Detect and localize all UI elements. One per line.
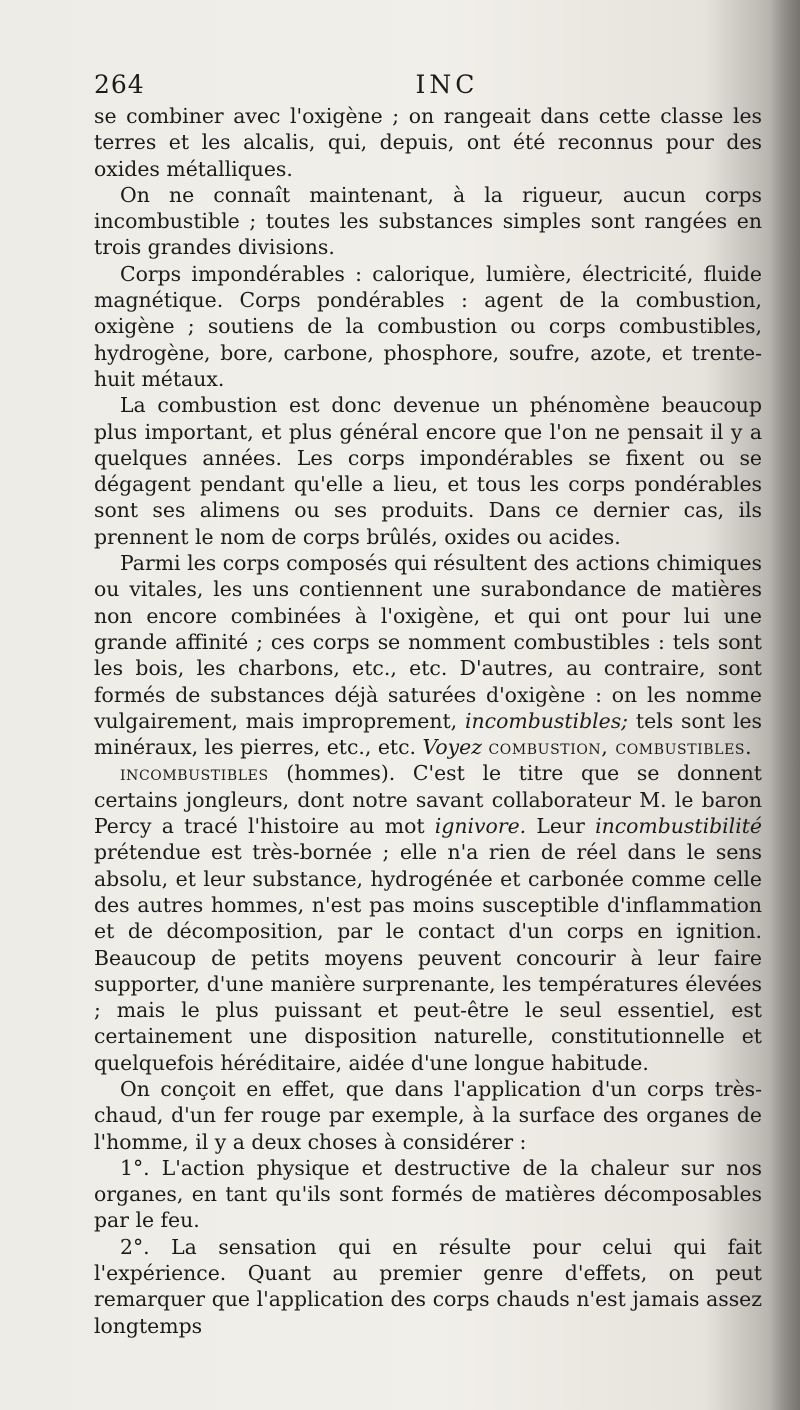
paragraph-corps-composes [94,550,762,760]
binding-shadow [770,0,800,1410]
text-run: Leur [526,814,596,839]
italic-term: incombustibles; [465,708,629,733]
cross-reference-target: combustion, combustibles. [488,735,753,760]
page-number: 264 [94,70,145,99]
paragraph-corps-imponderables: Corps impondérables : calorique, lumière, électricité, fluide magnétique. Corps pondérables : agent de la combustion, oxigène ; soutiens de la combustion ou corps combustibles, hydrogène, bore, carbone, phosphore, soufre, azote, et trente-huit métaux. [94,261,762,391]
paragraph-on-concoit: On conçoit en effet, que dans l'application d'un corps très-chaud, d'un fer rouge par exemple, à la surface des organes de l'homme, il y a deux choses à considérer : [94,1076,762,1154]
numbered-item-1: 1°. L'action physique et destructive de la chaleur sur nos organes, en tant qu'ils sont formés de matières décomposables par le feu. [94,1155,762,1233]
paragraph-incombustible: On ne connaît maintenant, à la rigueur, aucun corps incombustible ; toutes les substances simples sont rangées en trois grandes divisions. [94,182,762,260]
paragraph-continuation: se combiner avec l'oxigène ; on rangeait dans cette classe les terres et les alcalis, qui, depuis, ont été reconnus pour des oxides métalliques. [94,104,762,181]
italic-term: ignivore. [434,814,527,839]
running-head: INC [415,70,479,99]
cross-reference-voyez: Voyez [422,735,482,760]
text-run: (hommes). C'est le titre que se donnent certains jongleurs, dont notre savant collaborateur M. le baron Percy a tracé l'histoire au mot [94,761,762,839]
italic-term: incombustibilité [595,814,762,839]
page-header [94,70,760,106]
text-run: Parmi les corps composés qui résultent des actions chimiques ou vitales, les uns contiennent une surabondance de matières non encore combinées à l'oxigène, et qui ont pour lui une grande affinité ; ces corps se nomment combustibles : tels sont les bois, les charbons, etc., etc. D'autres, au contraire, sont formés de substances déjà saturées d'oxigène : on les nomme vulgairement, mais improprement, [94,551,762,733]
paragraph-incombustibles-hommes [94,760,762,1076]
page-body [94,103,762,1339]
entry-headword: incombustibles [120,761,269,786]
text-run: prétendue est très-bornée ; elle n'a rien de réel dans le sens absolu, et leur substance, hydrogénée et carbonée comme celle des autres hommes, n'est pas moins susceptible d'inflammation et de décomposition, par le contact d'un corps en ignition. Beaucoup de petits moyens peuvent concourir à leur faire supporter, d'une manière surprenante, les températures élevées ; mais le plus puissant et peut-être le seul essentiel, est certainement une disposition naturelle, constitutionnelle et quelquefois héréditaire, aidée d'une longue habitude. [94,840,762,1075]
paragraph-combustion: La combustion est donc devenue un phénomène beaucoup plus important, et plus général encore que l'on ne pensait il y a quelques années. Les corps impondérables se fixent ou se dégagent pendant qu'elle a lieu, et tous les corps pondérables sont ses alimens ou ses produits. Dans ce dernier cas, ils prennent le nom de corps brûlés, oxides ou acides. [94,393,762,549]
numbered-item-2: 2°. La sensation qui en résulte pour celui qui fait l'expérience. Quant au premier genre d'effets, on peut remarquer que l'application des corps chauds n'est jamais assez longtemps [94,1234,762,1338]
text-run: tels sont les minéraux, les pierres, etc., etc. [94,708,762,760]
